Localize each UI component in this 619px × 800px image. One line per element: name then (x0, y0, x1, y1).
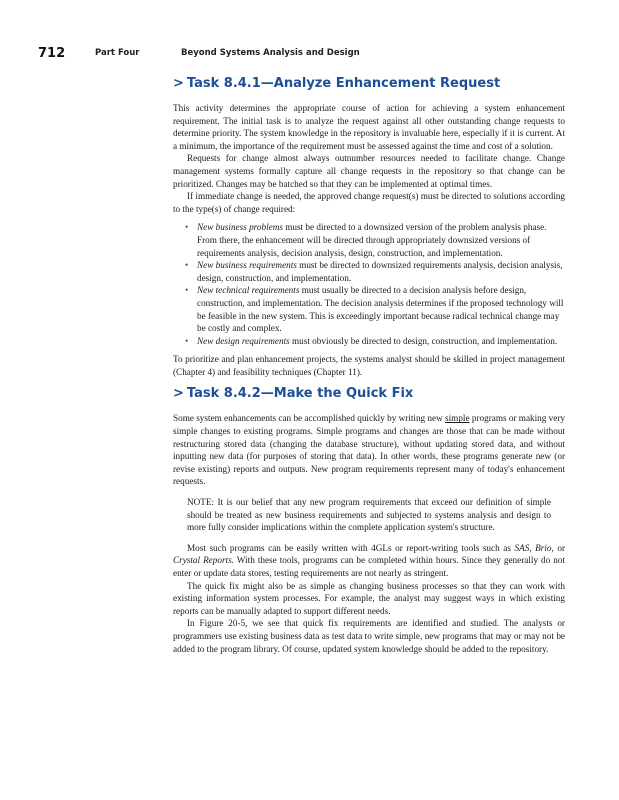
list-item-lead: New technical requirements (197, 285, 300, 296)
task-heading-analyze-enhancement (173, 76, 565, 92)
text-run: Some system enhancements can be accomplished quickly by writing new (173, 413, 446, 424)
text-run: Most such programs can be easily written with 4GLs or report-writing tools such as (187, 542, 515, 553)
list-item-text: must obviously be directed to design, construction, and implementation. (289, 335, 558, 346)
list-item (185, 284, 565, 334)
list-item-text: must be directed to a downsized version of the problem analysis phase. From there, the enhancement will be directed through appropriately downsized versions of requirements analysis, decision analysis, design, construction, and implementation. (197, 222, 547, 258)
task-heading-quick-fix (173, 386, 565, 402)
underlined-term: simple (445, 413, 470, 424)
heading-text: Task 8.4.1—Analyze Enhancement Request (186, 76, 501, 91)
heading-text: Task 8.4.2—Make the Quick Fix (186, 386, 414, 402)
product-name: Crystal Reports (173, 555, 232, 566)
bullet-icon: • (185, 222, 189, 233)
paragraph: If immediate change is needed, the approved change request(s) must be directed to solutions according to the type(s) of change required: (173, 191, 565, 214)
paragraph: To prioritize and plan enhancement projects, the systems analyst should be skilled in project management (Chapter 4) and feasibility techniques (Chapter 11). (173, 354, 565, 377)
product-name: SAS (514, 542, 530, 553)
page-number: 712 (38, 46, 66, 61)
main-content (173, 76, 565, 655)
part-label: Part Four (95, 48, 140, 58)
bullet-icon: • (185, 335, 189, 346)
list-item-lead: New business requirements (197, 260, 297, 271)
paragraph: In Figure 20-5, we see that quick fix requirements are identified and studied. The analysts or programmers use existing business data as test data to write simple, new programs that may or may not be added to the program library. Of course, updated system knowledge should be added to the repository. (173, 618, 565, 654)
list-item (185, 259, 565, 284)
paragraph (173, 412, 565, 488)
text-run: , or (551, 542, 566, 553)
list-item (185, 335, 565, 348)
change-type-list (173, 221, 565, 347)
list-item-text: must be directed to downsized requirements analysis, decision analysis, design, construction, and implementation. (197, 260, 563, 283)
list-item-lead: New design requirements (197, 335, 290, 346)
bullet-icon: • (185, 285, 189, 296)
text-run: programs or making very simple changes to existing programs. Simple programs and changes are those that can be made without restructuring stored data (changing the database structure), without updating stored data, and without inputting new data (for purposes of storing that data). In other words, these programs generate new (or revise existing) reports and outputs. New program requirements represent many of today's enhancement requests. (173, 413, 565, 487)
heading-arrow-icon: > (173, 76, 184, 91)
list-item-lead: New business problems (197, 222, 283, 233)
paragraph: Requests for change almost always outnumber resources needed to facilitate change. Change management systems formally capture all change requests in the repository so that change can be prioritized. Changes may be batched so that they can be implemented at optimal times. (173, 153, 565, 189)
paragraph (173, 542, 565, 580)
list-item-text: must usually be directed to a decision analysis before design, construction, and implementation. The decision analysis determines if the proposed technology will be feasible in the new system. This is exceedingly important because radical technical change may be costly and complex. (197, 285, 564, 334)
list-item (185, 221, 565, 259)
paragraph: The quick fix might also be as simple as changing business processes so that they can work with existing information system processes. For example, the analyst may suggest ways in which existing reports can be manually adapted to support different needs. (173, 580, 565, 616)
text-run: , (529, 542, 536, 553)
note-paragraph: NOTE: It is our belief that any new program requirements that exceed our definition of simple should be treated as new business requirements and subjected to systems analysis and design to more fully consider implications within the complete application system's structure. (187, 497, 551, 533)
bullet-icon: • (185, 260, 189, 271)
heading-arrow-icon: > (173, 386, 184, 402)
product-name: Brio (535, 542, 552, 553)
paragraph: This activity determines the appropriate course of action for achieving a system enhancement requirement. The initial task is to analyze the request against all other outstanding change requests to determine priority. The system knowledge in the repository is invaluable here, especially if it is current. At a minimum, the importance of the requirement must be assessed against the time and cost of a solution. (173, 103, 565, 151)
running-section-title: Beyond Systems Analysis and Design (181, 48, 360, 58)
running-header (38, 46, 598, 62)
text-run: . With these tools, programs can be completed within hours. Since they generally do not enter or update data stores, testing requirements are not nearly as stringent. (173, 555, 565, 578)
